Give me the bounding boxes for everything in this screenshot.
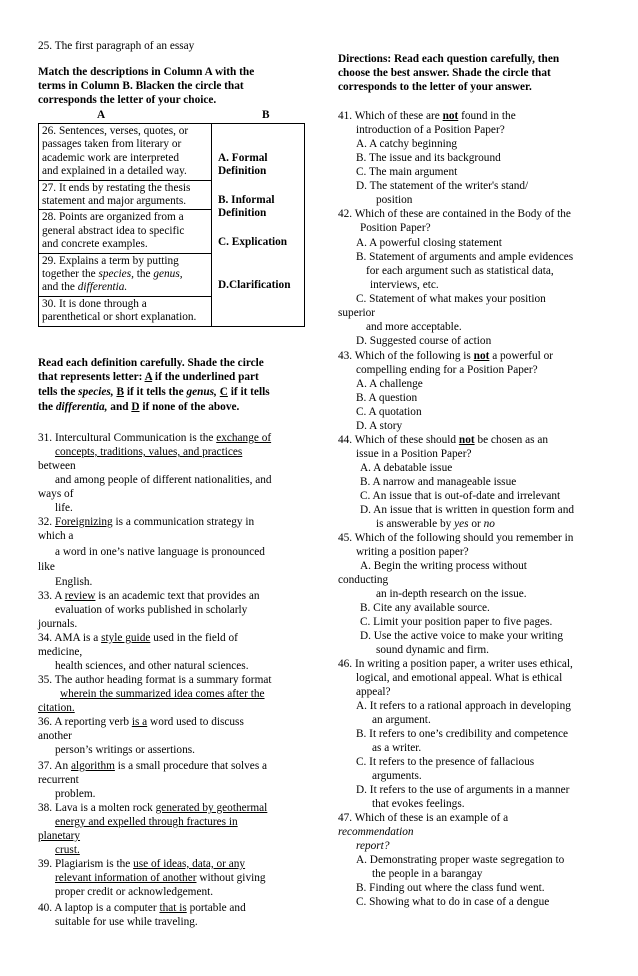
option-d: D. It refers to the use of arguments in a manner	[356, 784, 570, 796]
question-line: medicine,	[38, 646, 83, 658]
question-38: 38. Lava is a molten rock generated by geothermal	[38, 802, 268, 814]
question-46: 46. In writing a position paper, a writer uses ethical,	[338, 658, 573, 670]
column-a-item: 28. Points are organized from a general abstract idea to specific and concrete examples.	[39, 210, 212, 253]
definition-directions-line: Read each definition carefully. Shade the circle	[38, 357, 264, 369]
option-a: A. A debatable issue	[360, 462, 453, 474]
option-b: B. A narrow and manageable issue	[360, 476, 517, 488]
question-line: a word in one’s native language is pronounced	[55, 546, 265, 558]
question-line: introduction of a Position Paper?	[356, 124, 505, 136]
question-line: report?	[356, 840, 390, 852]
question-line: ways of	[38, 488, 74, 500]
column-a-item: 29. Explains a term by putting together the species, the genus, and the differentia.	[39, 253, 212, 296]
option-line: that evokes feelings.	[372, 798, 465, 810]
option-d: D. The statement of the writer's stand/	[356, 180, 529, 192]
question-line: relevant information of another without giving	[55, 872, 266, 884]
question-25: 25. The first paragraph of an essay	[38, 40, 195, 52]
question-33: 33. A review is an academic text that provides an	[38, 590, 260, 602]
option-a: A. A challenge	[356, 378, 423, 390]
question-line: suitable for use while traveling.	[55, 916, 198, 928]
question-line: logical, and emotional appeal. What is ethical	[356, 672, 563, 684]
column-a-item: 30. It is done through a parenthetical or short explanation.	[39, 296, 212, 326]
option-c: C. Showing what to do in case of a dengue	[356, 896, 550, 908]
question-line: problem.	[55, 788, 96, 800]
option-c: C. The main argument	[356, 166, 458, 178]
question-37: 37. An algorithm is a small procedure that solves a	[38, 760, 268, 772]
option-c: C. It refers to the presence of fallacious	[356, 756, 535, 768]
option-line: superior	[338, 307, 376, 319]
question-line: between	[38, 460, 76, 472]
option-c: C. Limit your position paper to five pages.	[360, 616, 553, 628]
option-line: an argument.	[372, 714, 431, 726]
question-line: issue in a Position Paper?	[356, 448, 472, 460]
question-line: recommendation	[338, 826, 414, 838]
question-line: like	[38, 561, 55, 573]
question-line: Position Paper?	[360, 222, 431, 234]
option-d: D. Use the active voice to make your writing	[360, 630, 563, 642]
column-a-item: 27. It ends by restating the thesis statement and major arguments.	[39, 180, 212, 210]
question-44: 44. Which of these should not be chosen as an	[338, 434, 549, 446]
column-b-choices: A. Formal Definition B. Informal Definition C. Explication D.Clarification	[212, 124, 305, 327]
question-line: proper credit or acknowledgement.	[55, 886, 214, 898]
question-40: 40. A laptop is a computer that is portable and	[38, 902, 246, 914]
question-line: journals.	[38, 618, 78, 630]
question-line: writing a position paper?	[356, 546, 469, 558]
option-b: B. Statement of arguments and ample evidences	[356, 251, 574, 263]
question-36: 36. A reporting verb is a word used to discuss	[38, 716, 244, 728]
match-directions-line: terms in Column B. Blacken the circle that	[38, 80, 244, 92]
question-line: energy and expelled through fractures in	[55, 816, 238, 828]
option-line: is answerable by yes or no	[376, 518, 495, 530]
mc-directions-line: Directions: Read each question carefully, then	[338, 53, 560, 65]
question-line: evaluation of works published in scholarly	[55, 604, 248, 616]
option-line: interviews, etc.	[370, 279, 439, 291]
question-31: 31. Intercultural Communication is the exchange of	[38, 432, 272, 444]
option-d: D. An issue that is written in question form and	[360, 504, 574, 516]
question-35: 35. The author heading format is a summary format	[38, 674, 272, 686]
option-b: B. It refers to one’s credibility and competence	[356, 728, 569, 740]
match-directions-line: Match the descriptions in Column A with the	[38, 66, 255, 78]
question-line: wherein the summarized idea comes after the	[60, 688, 265, 700]
option-a: A. Begin the writing process without	[360, 560, 527, 572]
question-line: life.	[55, 502, 73, 514]
question-line: health sciences, and other natural sciences.	[55, 660, 249, 672]
question-line: planetary	[38, 830, 81, 842]
option-d: D. A story	[356, 420, 403, 432]
question-line: another	[38, 730, 72, 742]
option-line: conducting	[338, 574, 389, 586]
question-line: appeal?	[356, 686, 391, 698]
question-line: English.	[55, 576, 93, 588]
column-a-header: A	[97, 109, 106, 121]
option-line: the people in a barangay	[372, 868, 483, 880]
question-line: and among people of different nationalities, and	[55, 474, 272, 486]
option-line: position	[376, 194, 413, 206]
question-34: 34. AMA is a style guide used in the field of	[38, 632, 238, 644]
question-42: 42. Which of these are contained in the Body of the	[338, 208, 571, 220]
mc-directions-line: corresponds to the letter of your answer.	[338, 81, 532, 93]
definition-directions-line: the differentia, and D if none of the above.	[38, 401, 240, 413]
match-directions-line: corresponds the letter of your choice.	[38, 94, 217, 106]
question-32: 32. Foreignizing is a communication strategy in	[38, 516, 255, 528]
option-b: B. The issue and its background	[356, 152, 501, 164]
option-a: A. It refers to a rational approach in developing	[356, 700, 571, 712]
option-line: sound dynamic and firm.	[376, 644, 489, 656]
question-line: person’s writings or assertions.	[55, 744, 195, 756]
option-b: B. A question	[356, 392, 418, 404]
option-line: an in-depth research on the issue.	[376, 588, 527, 600]
definition-directions-line: tells the species, B if it tells the genus, C if it tells	[38, 386, 270, 398]
option-a: A. A powerful closing statement	[356, 237, 502, 249]
column-b-header: B	[262, 109, 270, 121]
question-line: compelling ending for a Position Paper?	[356, 364, 538, 376]
question-line: citation.	[38, 702, 75, 714]
question-line: crust.	[55, 844, 80, 856]
question-43: 43. Which of the following is not a powerful or	[338, 350, 554, 362]
option-c: C. Statement of what makes your position	[356, 293, 546, 305]
option-line: and more acceptable.	[366, 321, 462, 333]
column-a-item: 26. Sentences, verses, quotes, or passages taken from literary or academic work are interpreted and explained in a detailed way.	[39, 124, 212, 181]
question-line: concepts, traditions, values, and practices	[55, 446, 243, 458]
option-d: D. Suggested course of action	[356, 335, 492, 347]
option-line: for each argument such as statistical data,	[366, 265, 554, 277]
option-a: A. A catchy beginning	[356, 138, 458, 150]
option-line: as a writer.	[372, 742, 422, 754]
option-b: B. Finding out where the class fund went.	[356, 882, 545, 894]
question-41: 41. Which of these are not found in the	[338, 110, 516, 122]
option-c: C. An issue that is out-of-date and irrelevant	[360, 490, 561, 502]
question-45: 45. Which of the following should you remember in	[338, 532, 574, 544]
option-line: arguments.	[372, 770, 422, 782]
question-line: which a	[38, 530, 74, 542]
question-39: 39. Plagiarism is the use of ideas, data, or any	[38, 858, 246, 870]
option-b: B. Cite any available source.	[360, 602, 490, 614]
matching-table	[38, 123, 305, 327]
option-a: A. Demonstrating proper waste segregation to	[356, 854, 565, 866]
mc-directions-line: choose the best answer. Shade the circle that	[338, 67, 551, 79]
option-c: C. A quotation	[356, 406, 422, 418]
definition-directions-line: that represents letter: A if the underlined part	[38, 371, 259, 383]
question-line: recurrent	[38, 774, 79, 786]
question-47: 47. Which of these is an example of a	[338, 812, 509, 824]
